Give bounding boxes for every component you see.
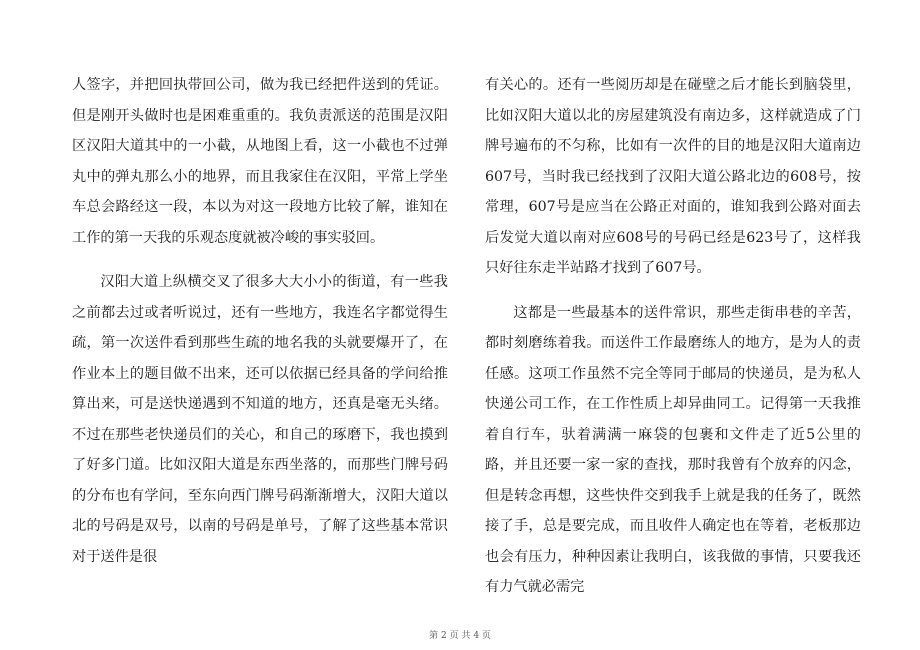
- footer-suffix: 页: [481, 631, 491, 641]
- right-text-column: [485, 70, 861, 603]
- footer-prefix: 第: [429, 631, 439, 641]
- paragraph-continuation: 人签字，并把回执带回公司，做为我已经把件送到的凭证。但是刚开头做时也是困难重重的。我负责派送的范围是汉阳区汉阳大道其中的一小截，从地图上看，这一小截也不过弹丸中的弹丸那么小的地界，而且我家住在汉阳，平常上学坐车总会路经这一段，本以为对这一段地方比较了解，谁知在工作的第一天我的乐观态度就被冷峻的事实驳回。: [72, 77, 448, 246]
- current-page-number: 2: [440, 631, 447, 641]
- footer-middle: 页 共: [449, 631, 471, 641]
- paragraph-hanyang-streets: 汉阳大道上纵横交叉了很多大大小小的街道，有一些我之前都去过或者听说过，还有一些地方，我连名字都觉得生疏，第一次送件看到那些生疏的地名我的头就要爆开了，在作业本上的题目做不出来，还可以依据已经具备的学问给推算出来，可是送快递遇到不知道的地方，还真是毫无头绪。不过在那些老快递员们的关心，和自己的琢磨下，我也摸到了好多门道。比如汉阳大道是东西坐落的，而那些门牌号码的分布也有学问，至东向西门牌号码渐渐增大，汉阳大道以北的号码是双号，以南的号码是单号，了解了这些基本常识对于送件是很: [72, 274, 448, 565]
- paragraph-house-numbers: 有关心的。还有一些阅历却是在碰壁之后才能长到脑袋里，比如汉阳大道以北的房屋建筑没有南边多，这样就造成了门牌号遍布的不匀称，比如有一次件的目的地是汉阳大道南边607号，当时我已经找到了汉阳大道公路北边的608号，按常理，607号是应当在公路正对面的，谁知我到公路对面去后发觉大道以南对应608号的号码已经是623号了，这样我只好往东走半站路才找到了607号。: [485, 77, 861, 276]
- paragraph-responsibility: 这都是一些最基本的送件常识，那些走街串巷的辛苦，都时刻磨练着我。而送件工作最磨练人的地方，是为人的责任感。这项工作虽然不完全等同于邮局的快递员，是为私人快递公司工作，在工作性质上却异曲同工。记得第一天我推着自行车，驮着满满一麻袋的包裹和文件走了近5公里的路，并且还要一家一家的查找，那时我曾有个放弃的闪念，但是转念再想，这些快件交到我手上就是我的任务了，既然接了手，总是要完成，而且收件人确定也在等着，老板那边也会有压力，种种因素让我明白，该我做的事情，只要我还有力气就必需完: [485, 304, 861, 595]
- left-text-column: [72, 70, 448, 572]
- total-page-count: 4: [473, 631, 480, 641]
- page-footer: [0, 628, 920, 641]
